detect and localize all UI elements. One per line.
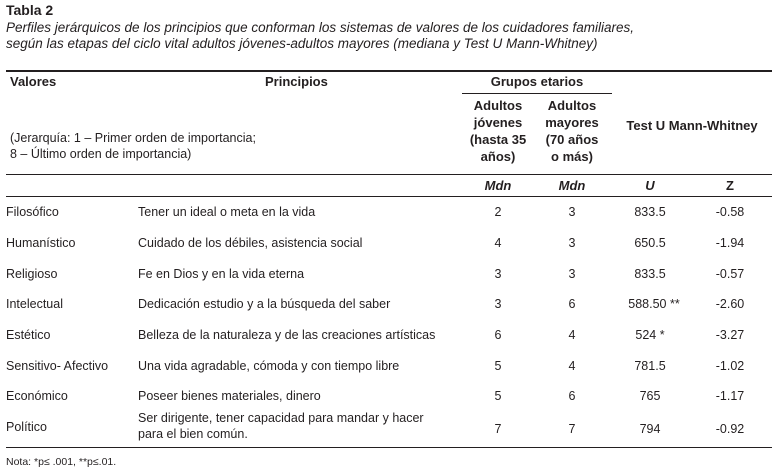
cell-mdn-jovenes: 6 bbox=[494, 328, 502, 342]
header-line: o más) bbox=[551, 149, 593, 164]
header-line: (Jerarquía: 1 – Primer orden de importancia; bbox=[10, 131, 256, 145]
header-line: (70 años bbox=[545, 132, 599, 147]
cell-mdn-jovenes: 3 bbox=[494, 297, 502, 311]
cell-valor: Religioso bbox=[6, 267, 58, 281]
cell-principio: Belleza de la naturaleza y de las creaciones artísticas bbox=[138, 328, 436, 342]
header-adultos-mayores bbox=[534, 97, 610, 165]
grupos-rule bbox=[462, 93, 612, 94]
cell-z: -0.92 bbox=[715, 422, 745, 436]
cell-mdn-mayores: 4 bbox=[568, 359, 576, 373]
cell-mdn-jovenes: 4 bbox=[494, 236, 502, 250]
header-line: jóvenes bbox=[473, 115, 523, 130]
cell-mdn-mayores: 6 bbox=[568, 297, 576, 311]
cell-valor: Intelectual bbox=[6, 297, 63, 311]
cell-u: 833.5 bbox=[634, 205, 666, 219]
cell-mdn-mayores: 6 bbox=[568, 389, 576, 403]
cell-mdn-mayores: 3 bbox=[568, 236, 576, 250]
cell-principio: Tener un ideal o meta en la vida bbox=[138, 205, 316, 219]
cell-z: -2.60 bbox=[715, 297, 745, 311]
bottom-rule bbox=[6, 447, 772, 448]
cell-u: 781.5 bbox=[634, 359, 666, 373]
header-z: Z bbox=[726, 178, 734, 193]
header-jerarquia bbox=[10, 130, 256, 162]
cell-u: 794 bbox=[639, 422, 661, 436]
principio-line: para el bien común. bbox=[138, 427, 248, 441]
principio-line: Ser dirigente, tener capacidad para mandar y hacer bbox=[138, 411, 424, 425]
cell-principio: Una vida agradable, cómoda y con tiempo libre bbox=[138, 359, 400, 373]
cell-u: 833.5 bbox=[634, 267, 666, 281]
cell-u: 524 * bbox=[635, 328, 665, 342]
cell-mdn-jovenes: 3 bbox=[494, 267, 502, 281]
table-label: Tabla 2 bbox=[6, 2, 54, 18]
table-note: Nota: *p≤ .001, **p≤.01. bbox=[6, 456, 117, 468]
cell-z: -1.02 bbox=[715, 359, 745, 373]
cell-mdn-mayores: 3 bbox=[568, 267, 576, 281]
cell-principio: Fe en Dios y en la vida eterna bbox=[138, 267, 305, 281]
header-principios: Principios bbox=[265, 74, 328, 89]
cell-mdn-jovenes: 5 bbox=[494, 389, 502, 403]
header-adultos-jovenes bbox=[458, 97, 538, 165]
cell-z: -0.57 bbox=[715, 267, 745, 281]
header-mdn-jovenes: Mdn bbox=[484, 178, 512, 193]
cell-mdn-jovenes: 2 bbox=[494, 205, 502, 219]
cell-valor: Sensitivo- Afectivo bbox=[6, 359, 109, 373]
cell-principio bbox=[138, 410, 424, 442]
cell-principio: Cuidado de los débiles, asistencia social bbox=[138, 236, 363, 250]
header-line: años) bbox=[480, 149, 516, 164]
cell-valor: Estético bbox=[6, 328, 51, 342]
cell-u: 588.50 ** bbox=[628, 297, 680, 311]
header-line: Adultos bbox=[473, 98, 523, 113]
cell-mdn-mayores: 3 bbox=[568, 205, 576, 219]
top-rule bbox=[6, 70, 772, 72]
cell-valor: Humanístico bbox=[6, 236, 76, 250]
cell-z: -1.94 bbox=[715, 236, 745, 250]
header-mdn-mayores: Mdn bbox=[558, 178, 586, 193]
cell-mdn-jovenes: 5 bbox=[494, 359, 502, 373]
cell-u: 765 bbox=[639, 389, 661, 403]
cell-valor: Económico bbox=[6, 389, 68, 403]
cell-mdn-mayores: 7 bbox=[568, 422, 576, 436]
header-line: (hasta 35 bbox=[469, 132, 527, 147]
cell-principio: Poseer bienes materiales, dinero bbox=[138, 389, 321, 403]
cell-z: -3.27 bbox=[715, 328, 745, 342]
caption-line: según las etapas del ciclo vital adultos jóvenes-adultos mayores (mediana y Test U Mann-Whitney) bbox=[6, 36, 598, 51]
header-line: mayores bbox=[545, 115, 599, 130]
header-test-u: Test U Mann-Whitney bbox=[626, 118, 758, 133]
header-line: Adultos bbox=[547, 98, 597, 113]
cell-principio: Dedicación estudio y a la búsqueda del saber bbox=[138, 297, 391, 311]
table-caption bbox=[6, 20, 772, 52]
header-line: 8 – Último orden de importancia) bbox=[10, 147, 192, 161]
header-u: U bbox=[645, 178, 655, 193]
cell-valor: Filosófico bbox=[6, 205, 59, 219]
cell-u: 650.5 bbox=[634, 236, 666, 250]
header-grupos-etarios: Grupos etarios bbox=[490, 74, 584, 89]
cell-mdn-jovenes: 7 bbox=[494, 422, 502, 436]
cell-z: -0.58 bbox=[715, 205, 745, 219]
cell-mdn-mayores: 4 bbox=[568, 328, 576, 342]
cell-z: -1.17 bbox=[715, 389, 745, 403]
subheader-rule bbox=[6, 196, 772, 197]
caption-line: Perfiles jerárquicos de los principios que conforman los sistemas de valores de los cuidadores familiares, bbox=[6, 20, 635, 35]
header-valores: Valores bbox=[10, 74, 57, 89]
cell-valor: Político bbox=[6, 420, 47, 434]
header-rule bbox=[6, 174, 772, 175]
